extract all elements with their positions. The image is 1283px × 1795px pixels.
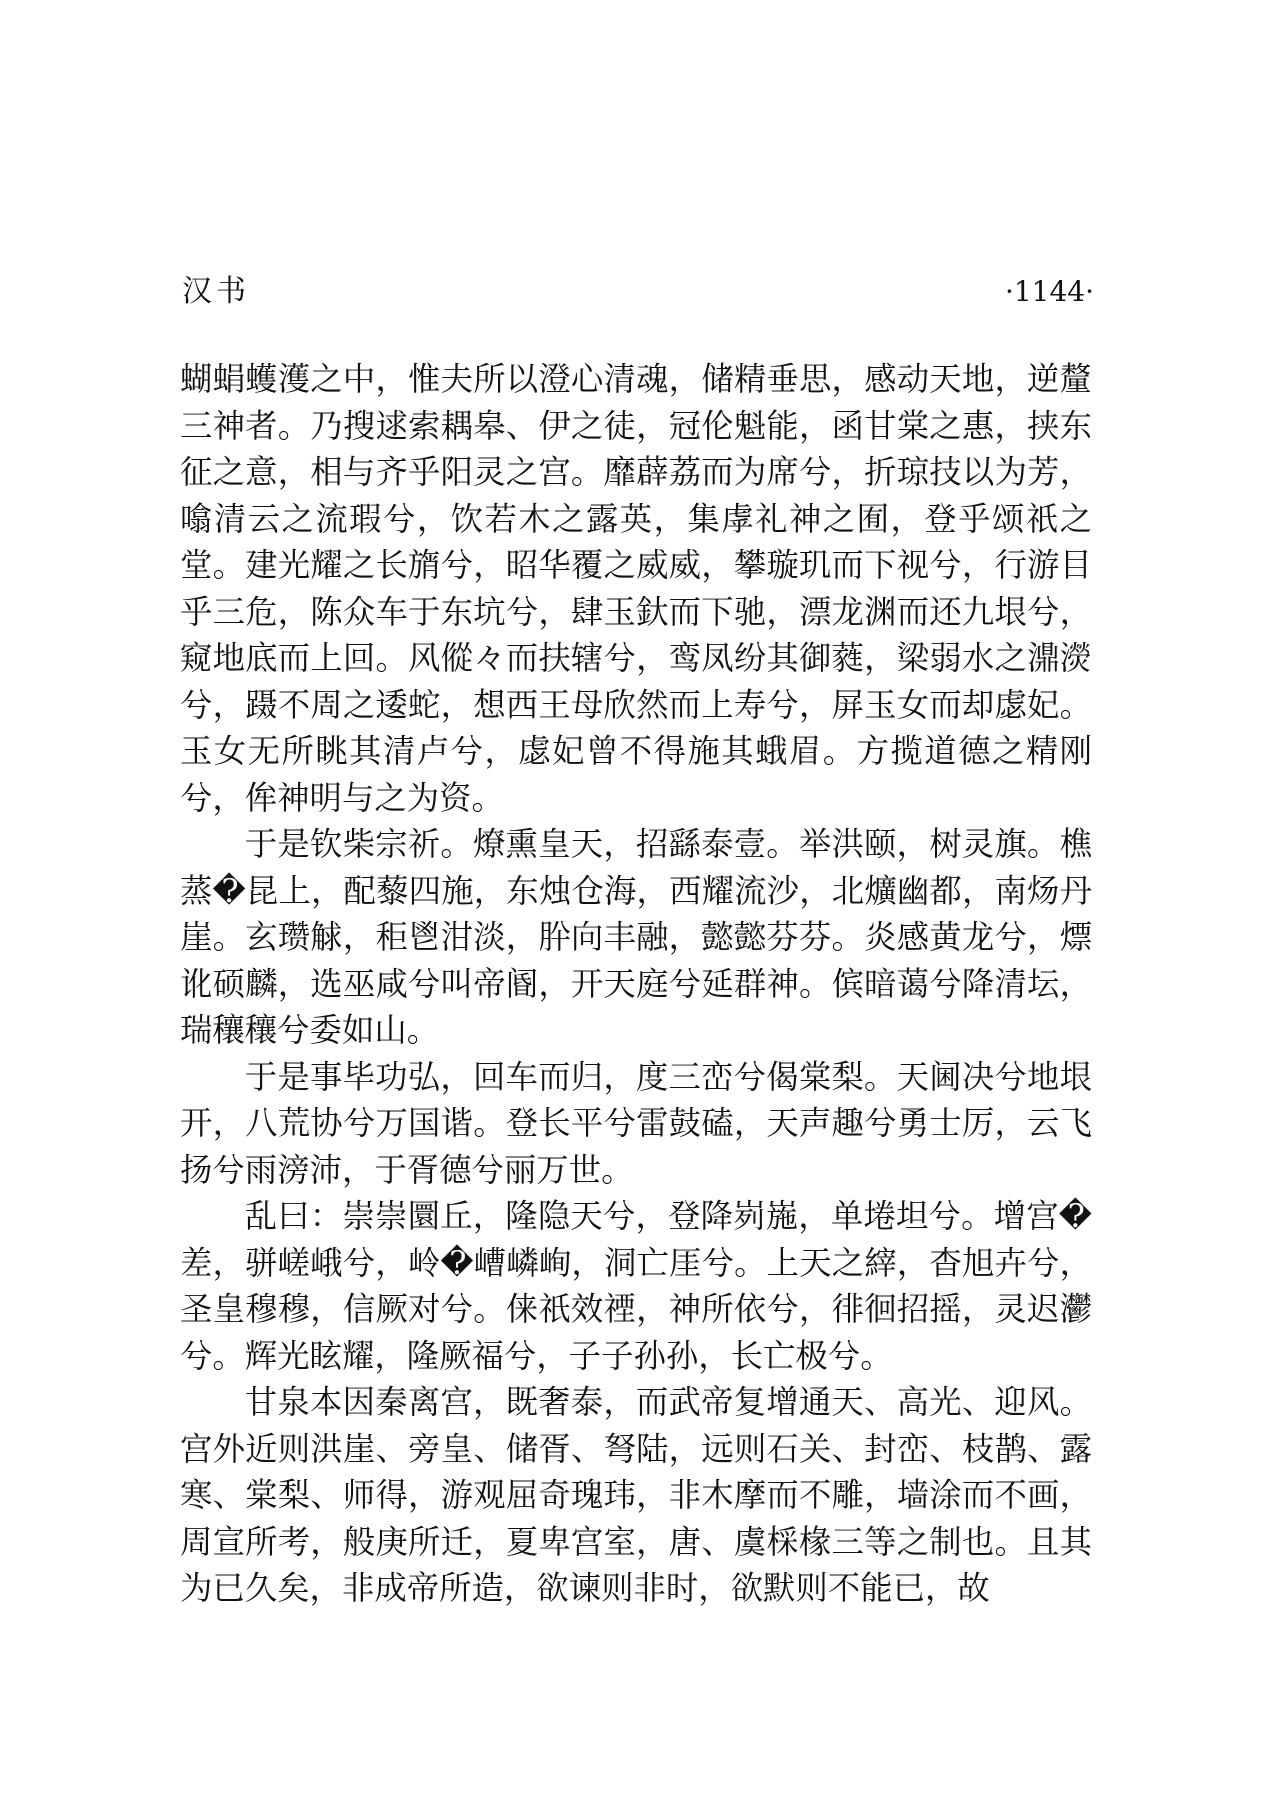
paragraph-1: 蝴蜎蠖濩之中，惟夫所以澄心清魂，储精垂思，感动天地，逆釐三神者。乃搜逑索耦皋、伊之徒，冠伦魁能，函甘棠之惠，挟东征之意，相与齐乎阳灵之宫。靡薜荔而为席兮，折琼技以为芳，噏清云之流瑕兮，饮若木之露英，集虖礼神之囿，登乎颂祇之堂。建光耀之长旓兮，昭华覆之威威，攀璇玑而下视兮，行游目乎三危，陈众车于东坑兮，肆玉釱而下驰，漂龙渊而还九垠兮，窥地底而上回。风傱々而扶辖兮，鸾凤纷其御蕤，梁弱水之濎濙兮，蹑不周之逶蛇，想西王母欣然而上寿兮，屏玉女而却虙妃。玉女无所眺其清卢兮，虙妃曾不得施其蛾眉。方揽道德之精刚兮，侔神明与之为资。 xyxy=(180,360,1092,817)
page-number: ·1144· xyxy=(1004,275,1094,308)
paragraph-4: 乱曰：崇崇圜丘，隆隐天兮，登降峛崺，单埢坦兮。增宫�差，骈嵯峨兮，岭�嶆嶙峋，洞亡厓兮。上天之縡，杳旭卉兮，圣皇穆穆，信厥对兮。俫祇效禋，神所依兮，徘徊招摇，灵迟灪兮。辉光眩耀，隆厥福兮，子子孙孙，长亡极兮。 xyxy=(180,1197,1092,1375)
paragraph-2: 于是钦柴宗祈。燎熏皇天，招繇泰壹。举洪颐，树灵旗。樵蒸�昆上，配藜四施，东烛仓海，西耀流沙，北爌幽都，南炀丹崖。玄瓒觩，秬鬯泔淡，肸向丰融，懿懿芬芬。炎感黄龙兮，熛讹硕麟，选巫咸兮叫帝阍，开天庭兮延群神。傧暗蔼兮降清坛，瑞穰穰兮委如山。 xyxy=(180,825,1092,1049)
book-title: 汉书 xyxy=(182,274,250,309)
page-header xyxy=(182,270,1094,314)
paragraph-3: 于是事毕功弘，回车而归，度三峦兮偈棠梨。天阃决兮地垠开，八荒协兮万国谐。登长平兮雷鼓磕，天声趣兮勇士厉，云飞扬兮雨滂沛，于胥德兮丽万世。 xyxy=(180,1057,1092,1189)
body-text xyxy=(180,356,1092,1612)
paragraph-5: 甘泉本因秦离宫，既奢泰，而武帝复增通天、高光、迎风。宫外近则洪崖、旁皇、储胥、弩陆，远则石关、封峦、枝鹊、露寒、棠梨、师得，游观屈奇瑰玮，非木摩而不雕，墙涂而不画，周宣所考，般庚所迁，夏卑宫室，唐、虞棌椽三等之制也。且其为已久矣，非成帝所造，欲谏则非时，欲默则不能已，故 xyxy=(180,1383,1092,1607)
